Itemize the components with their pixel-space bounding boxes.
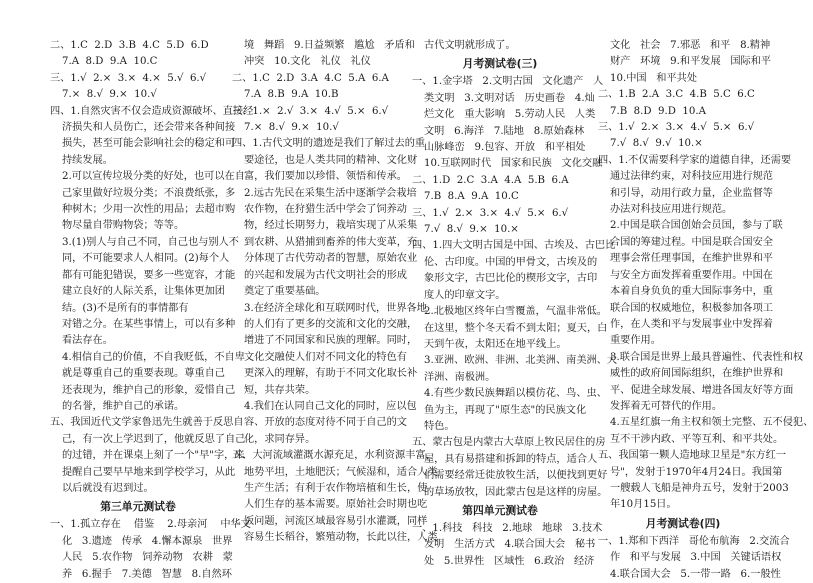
answer-line: 同，不可能要求人人相同。(2)每个人 (62, 253, 230, 265)
answer-line: 作，在人类和平与发展事业中发挥着 (610, 318, 773, 330)
answer-line: 物尽量自带购物袋；等等。 (62, 220, 185, 232)
answer-line: 7.× 8.√ 9.× 10.√ (62, 89, 157, 101)
answer-line: 7.A 8.B 9.A 10.B (244, 89, 339, 101)
answer-line: 五、我国第一颗人造地球卫星是"东方红一 (598, 450, 787, 462)
answer-line: 理事会常任理事国，在维护世界和平 (610, 253, 773, 265)
answer-line: 7.√ 8.√ 9.× 10.× (424, 224, 519, 236)
answer-line: 一、1.金字塔 2.文明古国 文化遗产 人 (412, 76, 604, 88)
answer-line: 二、1.D 2.C 3.A 4.A 5.B 6.A (412, 174, 569, 186)
answer-line: 4.我们在认同自己文化的同时，应以包 (244, 400, 417, 412)
answer-line: 4.有些少数民族舞蹈以模仿花、鸟、虫、 (424, 388, 607, 400)
answer-line: 作 和平与发展 3.中国 关键话语权 (610, 552, 782, 564)
answer-line: 化，求同存异。 (244, 433, 316, 445)
answer-line: 二、1.C 2.D 3.A 4.C 5.A 6.A (232, 72, 389, 84)
answer-line: 对错之分。在某些事情上，可以有多种 (62, 318, 236, 330)
answer-line: 们需要经常迁徙放牧生活，以便找到更好 (424, 470, 608, 482)
section-heading: 第四单元测试卷 (462, 503, 538, 517)
answer-line: 平、促进全球发展、增进各国友好等方面 (610, 384, 794, 396)
answer-line: 合国的筹建过程。中国是联合国安全 (610, 236, 773, 248)
answer-line: 的兴起和发展为古代文明社会的形成 (244, 269, 407, 281)
answer-line: 五、大河流域灌溉水源充足，水利资源丰富， (232, 450, 436, 462)
answer-line: 境 舞蹈 9.日益频繁 尴尬 矛盾和 (244, 40, 415, 51)
answer-line: 要途径，也是人类共同的精神、文化财 (244, 154, 418, 166)
answer-line: 7.× 8.√ 9.× 10.√ (244, 122, 339, 134)
answer-line: 7.B 8.D 9.D 10.A (610, 105, 706, 117)
answer-line: 持续发展。 (62, 154, 113, 166)
answer-line: 种树木；少用一次性的用品；去超市购 (62, 204, 236, 216)
answer-line: 洋洲、南极洲。 (424, 371, 496, 383)
answer-line: 增进了不同国家和民族的理解。同时， (244, 335, 418, 347)
answer-line: 结。(3)不是所有的事情都有 (62, 302, 189, 314)
answer-line: 的人们有了更多的交流和文化的交融， (244, 318, 418, 330)
answer-line: 分体现了古代劳动者的智慧，原始农业 (244, 253, 418, 265)
answer-line: 饭问题，河流区域最容易引水灌溉，同样 (244, 515, 428, 527)
answer-line: 三、1.√ 2.× 3.× 4.√ 5.× 6.√ (412, 207, 569, 219)
answer-line: 发明 生活方式 4.联合国大会 秘书 (424, 539, 596, 551)
answer-line: 7.B 8.A 9.A 10.C (424, 191, 519, 203)
answer-line: 2.北极地区终年白雪覆盖，气温非常低。 (424, 306, 607, 318)
answer-line: 联合国的权威地位，积极参加各项工 (610, 302, 773, 314)
answer-line: 四、1.不仅需要科学家的道德自律，还需要 (598, 154, 792, 166)
answer-line: 到农耕、从猎捕到畜养的伟大变革，充 (244, 236, 418, 248)
answer-line: 与安全方面发挥着重要作用。中国在 (610, 269, 773, 281)
answer-line: 都有可能犯错误，要多一些宽容，才能 (62, 269, 236, 281)
answer-line: 的过错，并在课桌上刻了一个"早"字，来 (62, 450, 245, 462)
answer-line: 化 3.遗迹 传承 4.懈本源泉 世界 (62, 535, 233, 547)
answer-line: 一、1.郑和下西洋 哥伦布航海 2.交流合 (598, 535, 790, 547)
answer-line: 财产 环境 9.和平发展 国际和平 (610, 56, 772, 68)
answer-line: 建立良好的人际关系，让集体更加团 (62, 286, 225, 298)
answer-line: 以后就没有迟到过。 (62, 482, 154, 494)
answer-line: 还表现为，维护自己的形象，爱惜自己 (62, 384, 236, 396)
answer-line: 容、开放的态度对待不同于自己的文 (244, 417, 407, 429)
answer-line: 的草场放牧，因此蒙古包是这样的房屋。 (424, 486, 608, 498)
answer-line: 养 6.握手 7.美德 智慧 8.自然环 (62, 568, 232, 580)
answer-line: 一、1.孤立存在 借鉴 2.母亲河 中华文 (50, 519, 251, 531)
answer-line: 3.联合国是世界上最具普遍性、代表性和权 (610, 351, 804, 363)
answer-line: 4.联合国大会 5.一带一路 6.一般性 (610, 568, 781, 580)
answer-line: 短，共存共荣。 (244, 384, 316, 396)
answer-line: 号"，发射于1970年4月24日。我国第 (610, 466, 783, 478)
answer-line: 地势平坦，土地肥沃；气候湿和，适合人类 (244, 466, 438, 478)
answer-line: 古代文明就形成了。 (424, 40, 516, 51)
answer-line: 发挥着无可替代的作用。 (610, 400, 723, 412)
section-heading: 月考测试卷(四) (645, 516, 721, 530)
answer-line: 己家里做好垃圾分类；不浪费纸张，多 (62, 187, 236, 199)
answer-line: 和引导，动用行政力量，企业监督等 (610, 187, 773, 199)
answer-line: 4.相信自己的价值，不自我贬低，不自卑 (62, 351, 245, 363)
answer-line: 威性的政府间国际组织，在维护世界和 (610, 368, 784, 380)
answer-line: 10.互联网时代 国家和民族 文化交融 (424, 158, 603, 170)
answer-line: 屋，具有易搭建和拆卸的特点，适合人 (424, 453, 598, 465)
answer-line: 己，有一次上学迟到了，他就反思了自己 (62, 433, 246, 445)
answer-line: 奠定了重要基础。 (244, 286, 326, 298)
answer-line: 四、1.古代文明的遗迹是我们了解过去的重 (232, 138, 426, 150)
answer-line: 三、1.√ 2.× 3.× 4.√ 5.× 6.√ (598, 122, 755, 134)
answer-line: 互不干涉内政、平等互利、和平共处。 (610, 433, 784, 445)
answer-line: 容易生长稻谷，繁殖动物，长此以往，人类 (244, 532, 438, 544)
answer-line: 处 5.世界性 区域性 6.政治 经济 (424, 555, 595, 567)
answer-line: 3.亚洲、欧洲、非洲、北美洲、南美洲、大 (424, 355, 618, 367)
answer-line: 办法对科技应用进行规范。 (610, 204, 733, 216)
answer-line: 的名誉，维护自己的承诺。 (62, 400, 185, 412)
answer-line: 就是尊重自己的重要表现。尊重自己 (62, 368, 225, 380)
answer-line: 文明 6.海洋 7.陆地 8.原始森林 (424, 125, 585, 137)
answer-line: 损失，甚至可能会影响社会的稳定和可 (62, 138, 236, 150)
answer-line: 冲突 10.文化 礼仪 礼仪 (244, 56, 371, 68)
answer-line: 2.可以宣传垃圾分类的好处，也可以在自 (62, 171, 245, 183)
answer-line: 7.A 8.D 9.A 10.C (62, 56, 158, 68)
column-3 (412, 38, 618, 570)
column-2 (232, 38, 438, 547)
column-1 (50, 38, 254, 583)
answer-line: 天到午夜，太阳还在地平线上。 (424, 338, 567, 350)
answer-line: 三、1.× 2.√ 3.× 4.√ 5.× 6.√ (232, 105, 389, 117)
answer-line: 生产生活；有利于农作物培植和生长，使 (244, 482, 428, 494)
answer-line: 度人的印章文字。 (424, 289, 506, 301)
answer-line: 鱼为主，再现了"原生态"的民族文化 (424, 404, 587, 416)
answer-line: 7.√ 8.√ 9.√ 10.× (610, 138, 703, 150)
answer-line: 通过法律约束，对科技应用进行规范 (610, 171, 773, 183)
answer-line: 重要作用。 (610, 335, 661, 347)
answer-line: 农作物，在狩猎生活中学会了饲养动 (244, 204, 407, 216)
answer-line: 2.远古先民在采集生活中逐渐学会栽培 (244, 187, 417, 199)
answer-line: 本着自身负负的重大国际事务中，重 (610, 286, 773, 298)
answer-line: 济损失和人员伤亡，还会带来各种间接 (62, 122, 236, 134)
answer-line: 类文明 3.文明对话 历史画卷 4.灿 (424, 92, 595, 104)
answer-line: 10.中国 和平共处 (610, 72, 698, 84)
answer-line: 看法存在。 (62, 335, 113, 347)
answer-line: 年10月15日。 (610, 499, 677, 511)
answer-line: 4.五星红旗一角主权和领土完整、五不侵犯、 (610, 417, 813, 429)
answer-line: 烂文化 重大影响 5.劳动人民 人类 (424, 109, 596, 121)
answer-line: 二、1.B 2.A 3.C 4.B 5.C 6.C (598, 89, 755, 101)
answer-line: 五、我国近代文学家鲁迅先生就善于反思自 (50, 417, 244, 429)
answer-line: 2.中国是联合国创始会员国，参与了联 (610, 220, 783, 232)
answer-line: 在这里，整个冬天看不到太阳；夏天，白 (424, 322, 608, 334)
answer-line: 人民 5.农作物 饲养动物 农耕 蒙 (62, 552, 233, 564)
answer-line: 特色。 (424, 420, 455, 432)
answer-line: 伦、古印度。中国的甲骨文，古埃及的 (424, 256, 598, 268)
answer-line: 更深入的理解，有助于不同文化取长补 (244, 368, 418, 380)
answer-line: 富，我们要加以珍惜、领悟和传承。 (244, 171, 407, 183)
answer-line: 3.(1)别人与自己不同，自己也与别人不 (62, 236, 239, 248)
answer-line: 二、1.C 2.D 3.B 4.C 5.D 6.D (50, 40, 209, 51)
answer-line: 物，经过长期努力，栽培实现了从采集 (244, 220, 418, 232)
answer-line: 山脉峰峦 9.包容、开放 和平相处 (424, 142, 586, 154)
answer-line: 五、蒙古包是内蒙古大草原上牧民居住的房 (412, 437, 606, 449)
answer-line: 四、1.自然灾害不仅会造成资源破坏、直接经 (50, 105, 254, 117)
answer-line: 文化交融使人们对不同文化的特色有 (244, 351, 407, 363)
answer-line: 三、1.√ 2.× 3.× 4.× 5.√ 6.√ (50, 72, 207, 84)
answer-line: 3.在经济全球化和互联网时代，世界各地 (244, 302, 427, 314)
answer-line: 象形文字，古巴比伦的楔形文字，古印 (424, 273, 598, 285)
answer-line: 一、1.科技 科技 2.地球 地球 3.技术 (412, 522, 603, 534)
column-4 (598, 38, 813, 583)
answer-line: 提醒自己要早早地来到学校学习，从此 (62, 466, 236, 478)
answer-line: 文化 社会 7.邪恶 和平 8.精神 (610, 40, 771, 51)
section-heading: 月考测试卷(三) (462, 57, 538, 71)
section-heading: 第三单元测试卷 (100, 500, 176, 514)
answer-line: 人们生存的基本需要。原始社会时期也吃 (244, 499, 428, 511)
answer-line: 一艘载人飞船是神舟五号，发射于2003 (610, 482, 789, 494)
answer-line: 四、1.四大文明古国是中国、古埃及、古巴比 (412, 240, 616, 252)
